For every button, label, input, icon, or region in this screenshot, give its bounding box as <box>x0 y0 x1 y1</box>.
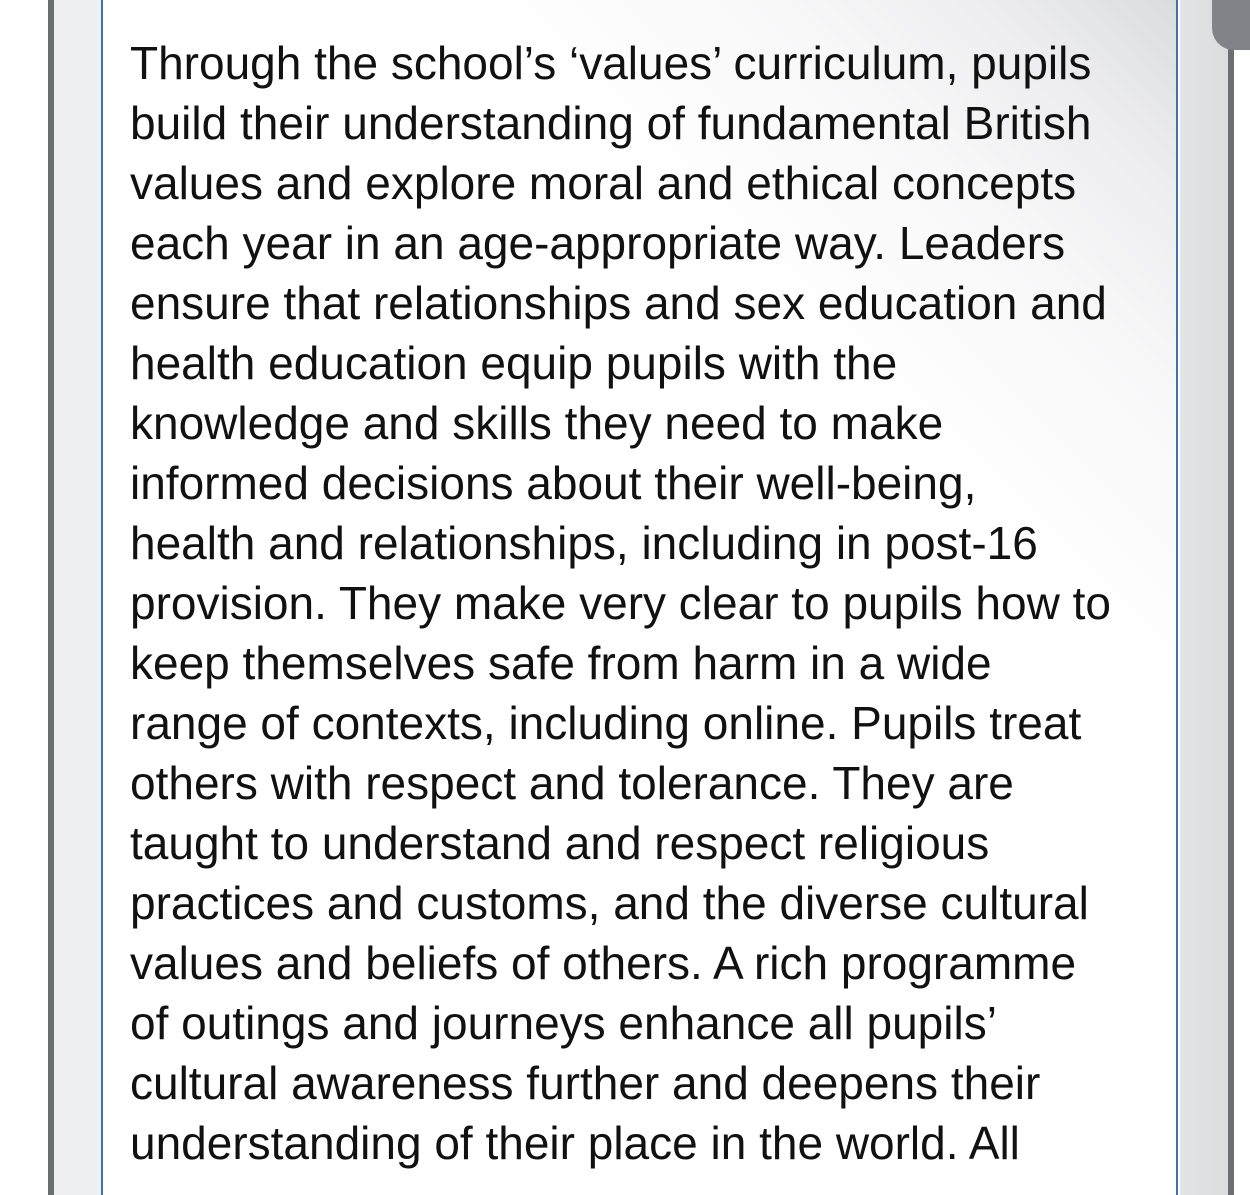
paragraph-line: others with respect and tolerance. They are <box>130 757 1014 809</box>
paragraph-line: knowledge and skills they need to make <box>130 397 944 449</box>
paragraph-line: build their understanding of fundamental British <box>130 97 1092 149</box>
paragraph-line: understanding of their place in the world. All <box>130 1117 1020 1169</box>
paragraph-line: health and relationships, including in post-16 <box>130 517 1038 569</box>
paragraph-line: taught to understand and respect religious <box>130 817 990 869</box>
paragraph-line: keep themselves safe from harm in a wide <box>130 637 992 689</box>
paragraph-line: Through the school’s ‘values’ curriculum, pupils <box>130 37 1092 89</box>
paragraph-line: ensure that relationships and sex education and <box>130 277 1107 329</box>
paragraph-line: informed decisions about their well-being, <box>130 457 977 509</box>
paragraph-line: each year in an age-appropriate way. Leaders <box>130 217 1066 269</box>
right-margin <box>1180 0 1228 1195</box>
paragraph-line: values and beliefs of others. A rich programme <box>130 937 1077 989</box>
paragraph-line: range of contexts, including online. Pupils treat <box>130 697 1082 749</box>
left-margin <box>54 0 101 1195</box>
right-edge <box>1234 0 1250 1195</box>
page-paragraph <box>130 33 1170 1173</box>
paragraph-line: provision. They make very clear to pupils how to <box>130 577 1111 629</box>
paragraph-line: values and explore moral and ethical concepts <box>130 157 1077 209</box>
paragraph-line: cultural awareness further and deepens their <box>130 1057 1041 1109</box>
paragraph-line: of outings and journeys enhance all pupils’ <box>130 997 997 1049</box>
paragraph-line: practices and customs, and the diverse cultural <box>130 877 1089 929</box>
scrollbar-thumb[interactable] <box>1212 0 1250 50</box>
document-page[interactable] <box>101 0 1178 1195</box>
paragraph-line: health education equip pupils with the <box>130 337 898 389</box>
